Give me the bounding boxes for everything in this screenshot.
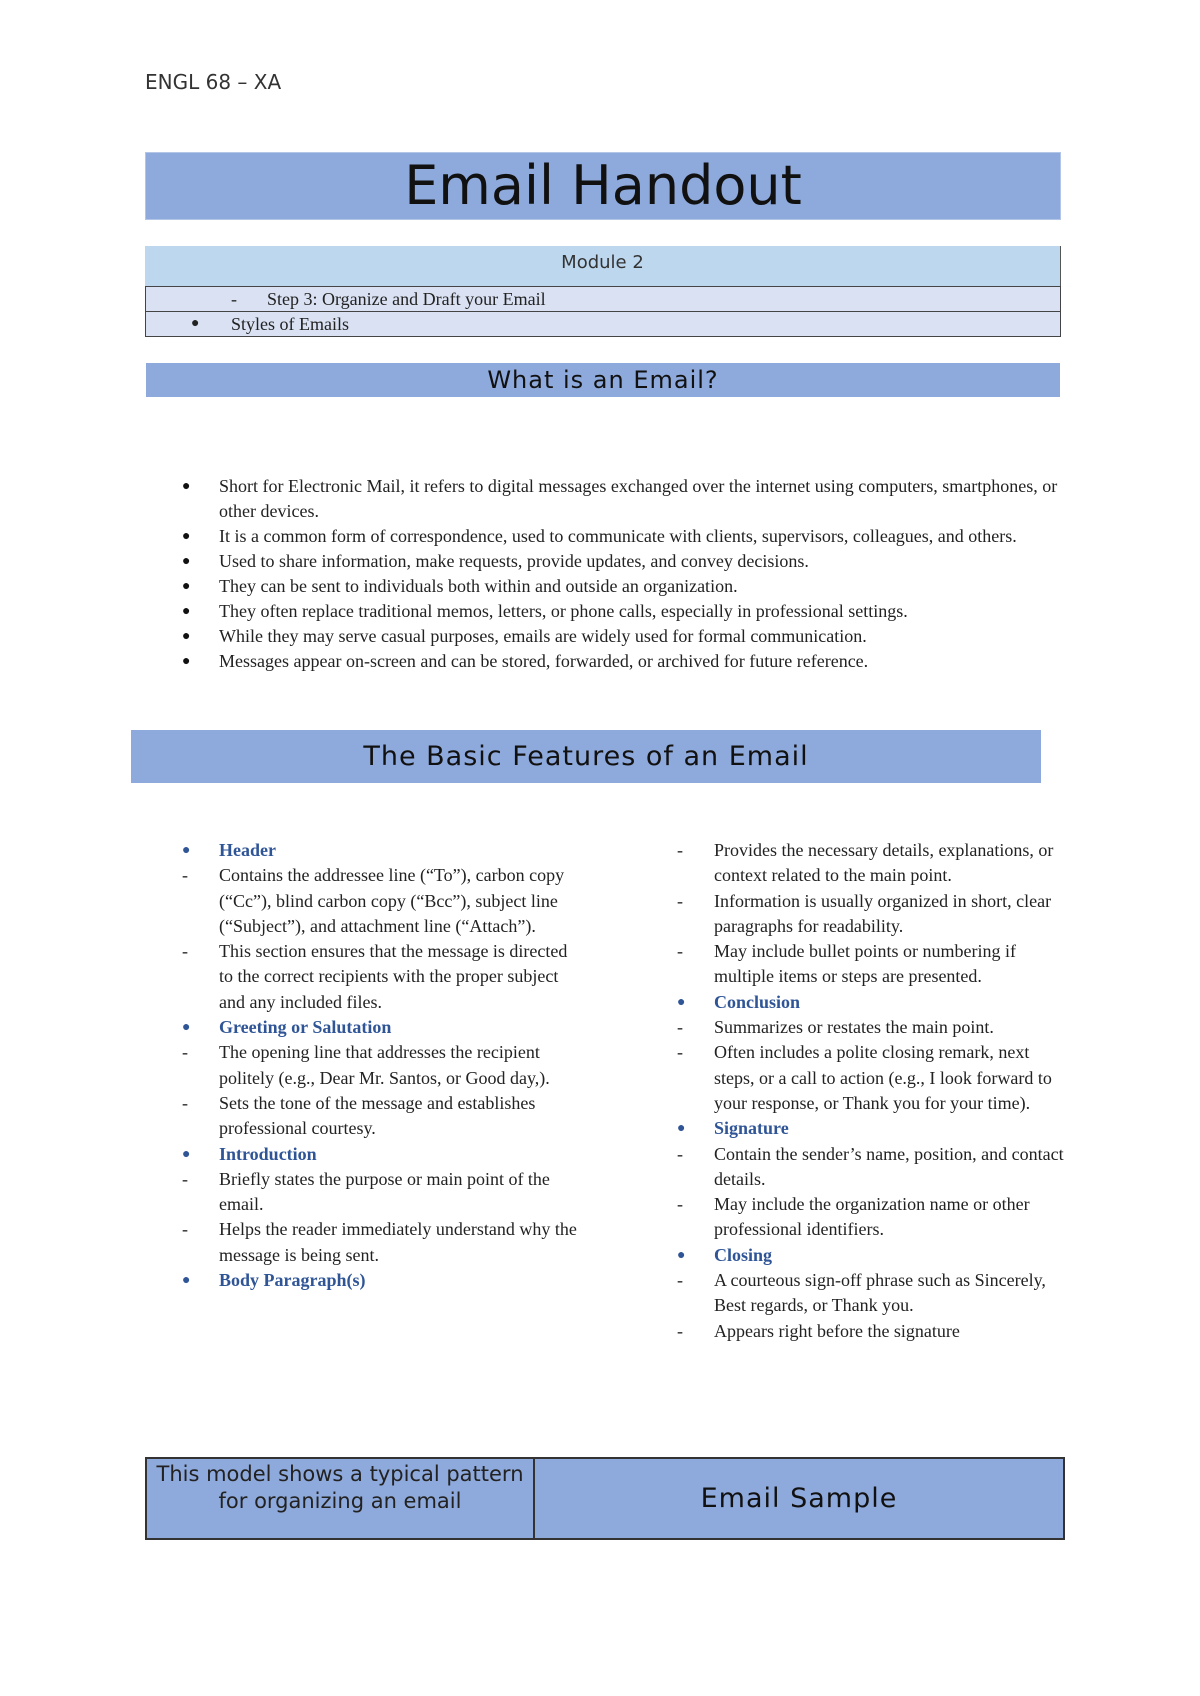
- bullet-icon: ●: [182, 1020, 191, 1036]
- section-heading-basic-features: The Basic Features of an Email: [131, 730, 1041, 783]
- features-list-left: [180, 838, 580, 1293]
- feature-detail: [675, 1319, 1070, 1344]
- dash-marker: -: [182, 1219, 188, 1240]
- module-styles-text: Styles of Emails: [231, 314, 349, 334]
- bullet-icon: ●: [182, 1273, 191, 1289]
- dash-marker: -: [182, 1168, 188, 1189]
- list-item: [180, 599, 1060, 624]
- feature-heading: [180, 1142, 580, 1167]
- bullet-icon: ●: [182, 479, 191, 494]
- feature-detail: [180, 1217, 580, 1268]
- feature-detail: [675, 1142, 1070, 1193]
- list-item-text: They often replace traditional memos, letters, or phone calls, especially in professional settings.: [219, 601, 908, 621]
- feature-detail: [675, 1015, 1070, 1040]
- feature-text: Helps the reader immediately understand why the message is being sent.: [219, 1219, 577, 1265]
- module-step-text: Step 3: Organize and Draft your Email: [267, 289, 546, 309]
- list-item-text: It is a common form of correspondence, used to communicate with clients, supervisors, colleagues, and others.: [219, 526, 1017, 546]
- dash-marker: -: [677, 890, 683, 911]
- dash-marker: -: [677, 1143, 683, 1164]
- list-item-text: They can be sent to individuals both within and outside an organization.: [219, 576, 738, 596]
- list-item-text: While they may serve casual purposes, emails are widely used for formal communication.: [219, 626, 867, 646]
- module-label: Module 2: [145, 246, 1061, 286]
- dash-marker: -: [182, 865, 188, 886]
- feature-text: Header: [219, 840, 276, 860]
- feature-text: Closing: [714, 1244, 773, 1265]
- list-item-text: Short for Electronic Mail, it refers to digital messages exchanged over the internet using computers, smartphones, or other devices.: [219, 476, 1058, 521]
- bullet-icon: ●: [182, 529, 191, 544]
- feature-text: Contains the addressee line (“To”), carbon copy (“Cc”), blind carbon copy (“Bcc”), subject line (“Subject”), and attachment line (“Attach”).: [219, 865, 565, 936]
- feature-heading: [675, 990, 1070, 1015]
- dash-marker: -: [677, 1017, 683, 1038]
- bullet-icon: ●: [182, 604, 191, 619]
- bullet-icon: ●: [182, 1146, 191, 1162]
- feature-text: Contain the sender’s name, position, and contact details.: [714, 1143, 1064, 1189]
- dash-marker: -: [231, 289, 237, 309]
- feature-text: The opening line that addresses the recipient politely (e.g., Dear Mr. Santos, or Good day,).: [219, 1042, 550, 1088]
- feature-detail: [180, 863, 580, 939]
- feature-text: Summarizes or restates the main point.: [714, 1017, 994, 1038]
- list-item: [180, 474, 1060, 524]
- feature-text: This section ensures that the message is directed to the correct recipients with the proper subject and any included files.: [219, 941, 568, 1012]
- dash-marker: -: [182, 1092, 188, 1113]
- sample-caption: This model shows a typical pattern for organizing an email: [147, 1459, 535, 1538]
- dash-marker: -: [677, 840, 683, 860]
- feature-text: Provides the necessary details, explanations, or context related to the main point.: [714, 840, 1054, 886]
- feature-text: Conclusion: [714, 991, 801, 1012]
- dash-marker: -: [677, 1042, 683, 1063]
- feature-detail: [675, 838, 1070, 889]
- feature-text: Sets the tone of the message and establishes professional courtesy.: [219, 1092, 536, 1139]
- dash-marker: -: [182, 1042, 188, 1063]
- dash-marker: -: [677, 1194, 683, 1215]
- email-definition-list: [180, 474, 1060, 674]
- feature-text: May include bullet points or numbering if multiple items or steps are presented.: [714, 941, 1016, 987]
- bullet-icon: ●: [182, 579, 191, 594]
- dash-marker: -: [677, 941, 683, 962]
- list-item: [180, 549, 1060, 574]
- feature-text: A courteous sign-off phrase such as Sincerely, Best regards, or Thank you.: [714, 1270, 1046, 1316]
- feature-detail: [675, 889, 1070, 940]
- dash-marker: -: [182, 941, 188, 962]
- feature-heading: [180, 1015, 580, 1040]
- feature-detail: [675, 1040, 1070, 1116]
- section-heading-what-is-email: What is an Email?: [146, 363, 1060, 397]
- bullet-icon: ●: [182, 654, 191, 669]
- list-item: [180, 574, 1060, 599]
- feature-detail: [675, 1268, 1070, 1319]
- features-list-right: [675, 838, 1070, 1344]
- list-item-text: Messages appear on-screen and can be stored, forwarded, or archived for future reference.: [219, 651, 869, 671]
- list-item: [180, 624, 1060, 649]
- bullet-icon: ●: [182, 554, 191, 569]
- feature-text: Greeting or Salutation: [219, 1017, 392, 1038]
- bullet-icon: ●: [677, 1247, 686, 1263]
- feature-text: Signature: [714, 1118, 789, 1139]
- feature-text: Often includes a polite closing remark, next steps, or a call to action (e.g., I look forward to your response, or Thank you for your time).: [714, 1042, 1052, 1113]
- feature-text: Information is usually organized in short, clear paragraphs for readability.: [714, 890, 1052, 936]
- feature-heading: [180, 838, 580, 863]
- feature-text: Introduction: [219, 1143, 317, 1164]
- bullet-icon: ●: [677, 1121, 686, 1137]
- feature-detail: [180, 1040, 580, 1091]
- feature-heading: [180, 1268, 580, 1293]
- feature-detail: [180, 1167, 580, 1218]
- list-item-text: Used to share information, make requests, provide updates, and convey decisions.: [219, 551, 809, 571]
- module-styles-row: [145, 311, 1061, 337]
- bullet-icon: ●: [182, 629, 191, 644]
- feature-text: Body Paragraph(s): [219, 1270, 366, 1291]
- title-banner: [145, 152, 1061, 220]
- feature-detail: [180, 1091, 580, 1142]
- feature-text: May include the organization name or other professional identifiers.: [714, 1194, 1030, 1240]
- feature-detail: [180, 939, 580, 1015]
- feature-text: Appears right before the signature: [714, 1320, 960, 1341]
- dash-marker: -: [677, 1320, 683, 1341]
- email-sample-table: [145, 1457, 1065, 1540]
- module-step-row: [145, 286, 1061, 311]
- page-title: Email Handout: [404, 154, 802, 217]
- module-table: [145, 246, 1061, 337]
- feature-heading: [675, 1243, 1070, 1268]
- feature-heading: [675, 1116, 1070, 1141]
- sample-heading: Email Sample: [700, 1483, 898, 1514]
- feature-text: Briefly states the purpose or main point of the email.: [219, 1168, 550, 1215]
- feature-detail: [675, 1192, 1070, 1243]
- feature-detail: [675, 939, 1070, 990]
- list-item: [180, 649, 1060, 674]
- bullet-icon: ●: [677, 994, 686, 1010]
- course-code: ENGL 68 – XA: [145, 70, 282, 94]
- bullet-icon: ●: [182, 843, 191, 858]
- bullet-icon: ●: [191, 316, 200, 331]
- dash-marker: -: [677, 1270, 683, 1291]
- list-item: [180, 524, 1060, 549]
